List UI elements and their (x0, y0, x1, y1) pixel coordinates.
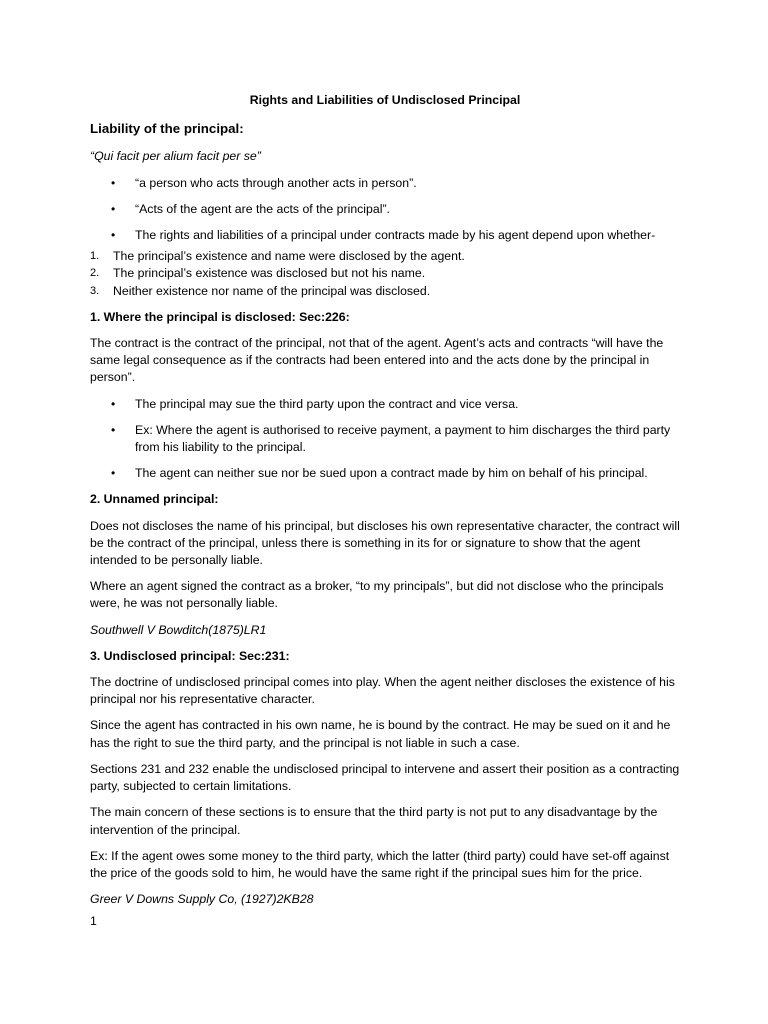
bullet-icon: • (111, 175, 116, 190)
section3-case-citation: Greer V Downs Supply Co, (1927)2KB28 (90, 892, 314, 907)
list-item: • “a person who acts through another acts in person”. (90, 175, 680, 192)
list-item: 3. Neither existence nor name of the principal was disclosed. (90, 283, 431, 298)
section3-paragraph: Ex: If the agent owes some money to the third party, which the latter (third party) could have set-off against the price of the goods sold to him, he would have the same right if the principal sues him for the price. (90, 848, 670, 880)
document-title: Rights and Liabilities of Undisclosed Principal (249, 93, 521, 107)
list-item: 1. The principal’s existence and name were disclosed by the agent. (90, 249, 465, 264)
bullet-icon: • (111, 228, 116, 243)
page-number: 1 (90, 914, 97, 928)
section2-paragraph: Where an agent signed the contract as a broker, “to my principals”, but did not disclose who the principals were, he was not personally liable. (90, 579, 664, 611)
list-item: • The principal may sue the third party upon the contract and vice versa. (90, 396, 680, 413)
heading-liability: Liability of the principal: (90, 121, 244, 137)
list-item: 2. The principal’s existence was disclosed but not his name. (90, 266, 426, 281)
section3-paragraph: Sections 231 and 232 enable the undisclosed principal to intervene and assert their position as a contracting party, subjected to certain limitations. (90, 761, 680, 794)
section2-heading: 2. Unnamed principal: (90, 492, 219, 507)
intro-bullet-list (90, 175, 680, 245)
section1-bullet-list (90, 396, 680, 483)
bullet-icon: • (111, 396, 116, 411)
bullet-icon: • (111, 466, 116, 481)
document-body (90, 92, 680, 917)
section1-heading: 1. Where the principal is disclosed: Sec:226: (90, 309, 350, 324)
list-item: • Ex: Where the agent is authorised to receive payment, a payment to him discharges the third party from his liability to the principal. (111, 422, 671, 455)
list-item: • “Acts of the agent are the acts of the principal”. (90, 201, 680, 218)
section2-case-citation: Southwell V Bowditch(1875)LR1 (90, 622, 267, 637)
section3-paragraph: Since the agent has contracted in his own name, he is bound by the contract. He may be sued on it and he has the right to sue the third party, and the principal is not liable in such a case. (90, 718, 671, 750)
section3-paragraph: The main concern of these sections is to ensure that the third party is not put to any disadvantage by the intervention of the principal. (90, 805, 658, 837)
section1-paragraph: The contract is the contract of the principal, not that of the agent. Agent’s acts and contracts “will have the same legal consequence as if the contracts had been entered into and the acts done by the principal in person”. (90, 336, 664, 385)
list-item: • The agent can neither sue nor be sued upon a contract made by him on behalf of his principal. (90, 465, 680, 482)
section2-paragraph: Does not discloses the name of his principal, but discloses his own representative character, the contract will be the contract of the principal, unless there is something in its for or signature to show that the agent intended to be personally liable. (90, 518, 680, 568)
section3-heading: 3. Undisclosed principal: Sec:231: (90, 648, 290, 663)
list-item: • The rights and liabilities of a principal under contracts made by his agent depend upon whether- (90, 227, 680, 244)
bullet-icon: • (111, 201, 116, 216)
section3-paragraph: The doctrine of undisclosed principal comes into play. When the agent neither discloses the existence of his principal nor his representative character. (90, 675, 675, 707)
bullet-icon: • (111, 422, 116, 437)
maxim-text: “Qui facit per alium facit per se” (90, 149, 261, 164)
disclosure-numbered-list (90, 248, 680, 300)
